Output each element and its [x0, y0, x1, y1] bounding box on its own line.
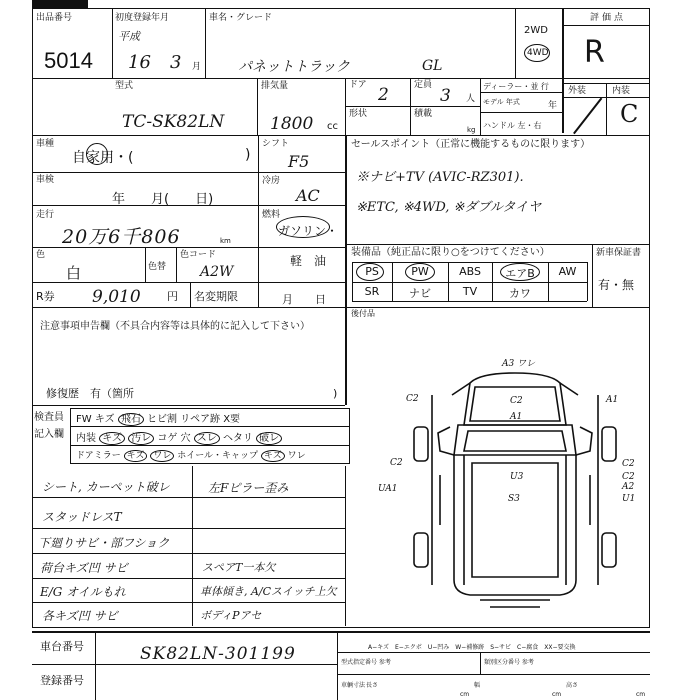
drive-4wd: 4WD — [527, 48, 549, 58]
repaint-label: 色替 — [148, 262, 167, 272]
repair-history-label: 修復歴 有（箇所 — [46, 387, 134, 400]
first-registration-era: 平成 — [118, 30, 140, 43]
equip-pw: PW — [411, 265, 429, 278]
cc-unit: cc — [327, 121, 338, 132]
warranty-value: 有・無 — [598, 278, 635, 292]
equip-navi: ナビ — [409, 287, 431, 300]
inspector-wheel: ホイール・キャップ — [177, 451, 259, 461]
inspector-mirror-scratch: キズ — [124, 450, 148, 462]
note-left-1: シート, カーペット破レ — [42, 480, 170, 494]
model-grade-label: 車名・グレード — [209, 13, 273, 23]
note-left-3: 下廻りサビ・部フショク — [38, 536, 170, 550]
inspection-label: 車検 — [36, 175, 55, 185]
inspector-needs: X要 — [223, 414, 241, 425]
note-right-4: ボディPアセ — [200, 609, 262, 622]
sales-point-line-1: ※ナビ+TV (AVIC-RZ301). — [356, 170, 524, 185]
equip-tv: TV — [462, 285, 478, 298]
type-label: 型式 — [115, 81, 134, 91]
note-right-2: スペアT一本欠 — [202, 561, 276, 574]
inspector-scratch: キズ — [94, 414, 115, 425]
fuel-circle — [276, 216, 330, 238]
type-value: TC-SK82LN — [122, 112, 225, 132]
inspector-wheel-crack: ワレ — [287, 451, 306, 461]
damage-mark-front-bumper: A3 ワレ — [502, 359, 536, 369]
chassis-label: 車台番号 — [40, 640, 84, 653]
damage-mark-bed-s3: S3 — [508, 494, 520, 504]
yen-unit: 円 — [167, 290, 178, 303]
inspector-label-1: 検査員 — [34, 412, 64, 423]
dealer-label: ディーラー・並 行 — [483, 82, 549, 91]
color-code-label: 色コード — [180, 250, 217, 260]
recycle-value: 9,010 — [92, 287, 141, 307]
equip-sr: SR — [364, 285, 380, 298]
year-unit: 年 — [548, 101, 558, 111]
car-type-label: 車種 — [36, 139, 55, 149]
capacity-label: 定員 — [414, 80, 433, 90]
height-cm-unit: cm — [636, 691, 646, 698]
damage-mark-right-front-a1: A1 — [606, 395, 619, 405]
inspector-int-sag: ヘタリ — [222, 433, 253, 444]
capacity-value: 3 — [440, 86, 451, 106]
displacement-value: 1800 — [270, 114, 314, 134]
equip-leather: カワ — [509, 287, 531, 300]
note-left-5: E/G オイルもれ — [40, 585, 126, 599]
cert-label: 型式指定番号 参考 — [341, 659, 391, 666]
shift-value: F5 — [288, 152, 310, 171]
car-type-close: ) — [245, 147, 251, 163]
damage-mark-right-rear-a2: A2 — [622, 482, 635, 492]
shape-label: 形状 — [349, 109, 368, 119]
equip-ps: PS — [365, 265, 379, 278]
inspector-crack: ヒビ割 — [147, 414, 178, 425]
equipment-label: 装備品（純正品に限り○をつけてください） — [351, 247, 550, 258]
color-value: 白 — [66, 264, 82, 282]
grade-value: GL — [422, 58, 443, 74]
inspector-int-hole: 穴 — [180, 433, 191, 444]
first-registration-year: 16 — [128, 52, 151, 73]
handle-label: ハンドル 左・右 — [483, 121, 542, 130]
length-label: 長さ — [366, 682, 379, 689]
inspector-row-3 — [76, 448, 306, 461]
doors-value: 2 — [378, 85, 389, 105]
length-cm-unit: cm — [460, 691, 470, 698]
car-type-value: 自家用・( — [72, 150, 134, 166]
mileage-value: 20万6千806 — [62, 226, 181, 248]
displacement-label: 排気量 — [261, 81, 289, 91]
damage-mark-right-rear-u1: U1 — [622, 494, 636, 504]
inspector-int-dirt: 汚レ — [128, 432, 154, 445]
kg-unit: kg — [467, 126, 476, 134]
load-label: 積載 — [414, 109, 433, 119]
top-black-tab — [32, 0, 88, 9]
equip-pw-circle — [405, 263, 435, 281]
notes-label: 注意事項申告欄（不具合内容等は具体的に記入して下さい） — [40, 321, 310, 332]
note-right-1: 左Fピラー歪み — [208, 481, 289, 495]
inspector-chip: 飛石 — [118, 413, 144, 426]
inspector-row-2 — [76, 429, 282, 444]
sales-points-label: セールスポイント（正常に機能するものに限ります） — [351, 139, 591, 150]
inspector-int-wear: スレ — [194, 432, 220, 445]
inspector-mirror: ドアミラー — [76, 451, 121, 461]
note-right-3: 車体傾き, A/Cスイッチ上欠 — [200, 585, 337, 598]
equip-ps-circle — [356, 263, 384, 281]
damage-mark-right-rear-c2: C2 — [622, 472, 635, 482]
interior-label: 内装 — [612, 86, 631, 96]
km-unit: km — [220, 237, 231, 245]
model-year-label: モデル 年式 — [483, 98, 520, 106]
drive-2wd: 2WD — [524, 25, 548, 36]
class-label: 類別区分番号 参考 — [484, 659, 534, 666]
exterior-label: 外装 — [568, 86, 587, 96]
inspector-int-scratch: キズ — [99, 432, 125, 445]
damage-mark-left-door-c2: C2 — [390, 458, 403, 468]
interior-score: C — [620, 100, 639, 128]
first-registration-month: 3 — [170, 52, 182, 73]
month-unit: 月 — [192, 62, 202, 72]
ac-value: AC — [296, 186, 320, 205]
model-name: パネットトラック — [238, 59, 350, 75]
equip-abs: ABS — [459, 265, 481, 278]
chassis-value: SK82LN-301199 — [140, 644, 296, 664]
doors-label: ドア — [349, 80, 367, 90]
inspector-wheel-scratch: キズ — [261, 450, 285, 462]
damage-mark-right-door-c2: C2 — [622, 459, 635, 469]
fuel-value: ガソリン・ — [278, 224, 339, 238]
note-left-2: スタッドレスT — [42, 510, 122, 524]
recycle-label: R券 — [36, 290, 55, 303]
name-change-label: 名変期限 — [194, 290, 238, 303]
first-registration-label: 初度登録年月 — [115, 13, 170, 23]
overall-score: R — [584, 35, 605, 70]
damage-mark-hood-c2: C2 — [510, 396, 523, 406]
inspector-interior: 内装 — [76, 433, 96, 444]
equip-aw: AW — [558, 265, 577, 278]
inspector-repair: リペア跡 — [180, 414, 221, 425]
aftermarket-label: 後付品 — [351, 309, 375, 318]
note-left-4: 荷台キズ凹 サビ — [40, 561, 128, 575]
repair-history-close: ) — [333, 387, 338, 400]
shift-label: シフト — [262, 139, 290, 149]
inspector-int-burn: コゲ — [157, 433, 178, 444]
inspector-row-1 — [76, 410, 240, 425]
lot-number-label: 出品番号 — [36, 13, 73, 23]
car-type-circle — [86, 143, 108, 165]
dims-label: 車輌寸法 — [341, 682, 366, 689]
inspector-label-2: 記入欄 — [34, 429, 64, 440]
inspector-fw: FW — [76, 414, 92, 425]
fuel-label: 燃料 — [262, 210, 281, 220]
color-label: 色 — [36, 250, 46, 260]
damage-mark-hood-a1: A1 — [510, 412, 523, 422]
sales-point-line-2: ※ETC, ※4WD, ※ダブルタイヤ — [356, 200, 542, 215]
lot-number: 5014 — [44, 48, 93, 73]
damage-mark-left-front-c2: C2 — [406, 394, 419, 404]
width-cm-unit: cm — [552, 691, 562, 698]
ac-label: 冷房 — [262, 176, 281, 186]
damage-mark-left-ua1: UA1 — [378, 484, 398, 494]
inspector-mirror-crack: ワレ — [150, 450, 174, 462]
damage-legend: A−キズ E−エクボ U−凹み W−補修跡 S−サビ C−腐食 XX−要交換 — [368, 644, 576, 651]
registration-label: 登録番号 — [40, 674, 84, 687]
fuel-value-2: 軽 油 — [290, 254, 327, 268]
height-label: 高さ — [566, 682, 579, 689]
color-code-value: A2W — [200, 264, 234, 280]
person-unit: 人 — [466, 94, 476, 104]
equip-airbag: エアB — [505, 267, 535, 280]
inspector-int-tear: 破レ — [256, 432, 282, 445]
damage-mark-bed-u3: U3 — [510, 472, 524, 482]
equip-airbag-circle — [500, 263, 540, 281]
note-left-6: 各キズ凹 サビ — [42, 609, 118, 623]
width-label: 幅 — [474, 682, 481, 689]
inspection-value: 年 月( 日) — [112, 192, 214, 207]
name-change-value: 月 日 — [282, 293, 326, 306]
warranty-label: 新車保証書 — [596, 248, 642, 258]
mileage-label: 走行 — [36, 210, 55, 220]
score-label: 評価点 — [590, 13, 627, 23]
